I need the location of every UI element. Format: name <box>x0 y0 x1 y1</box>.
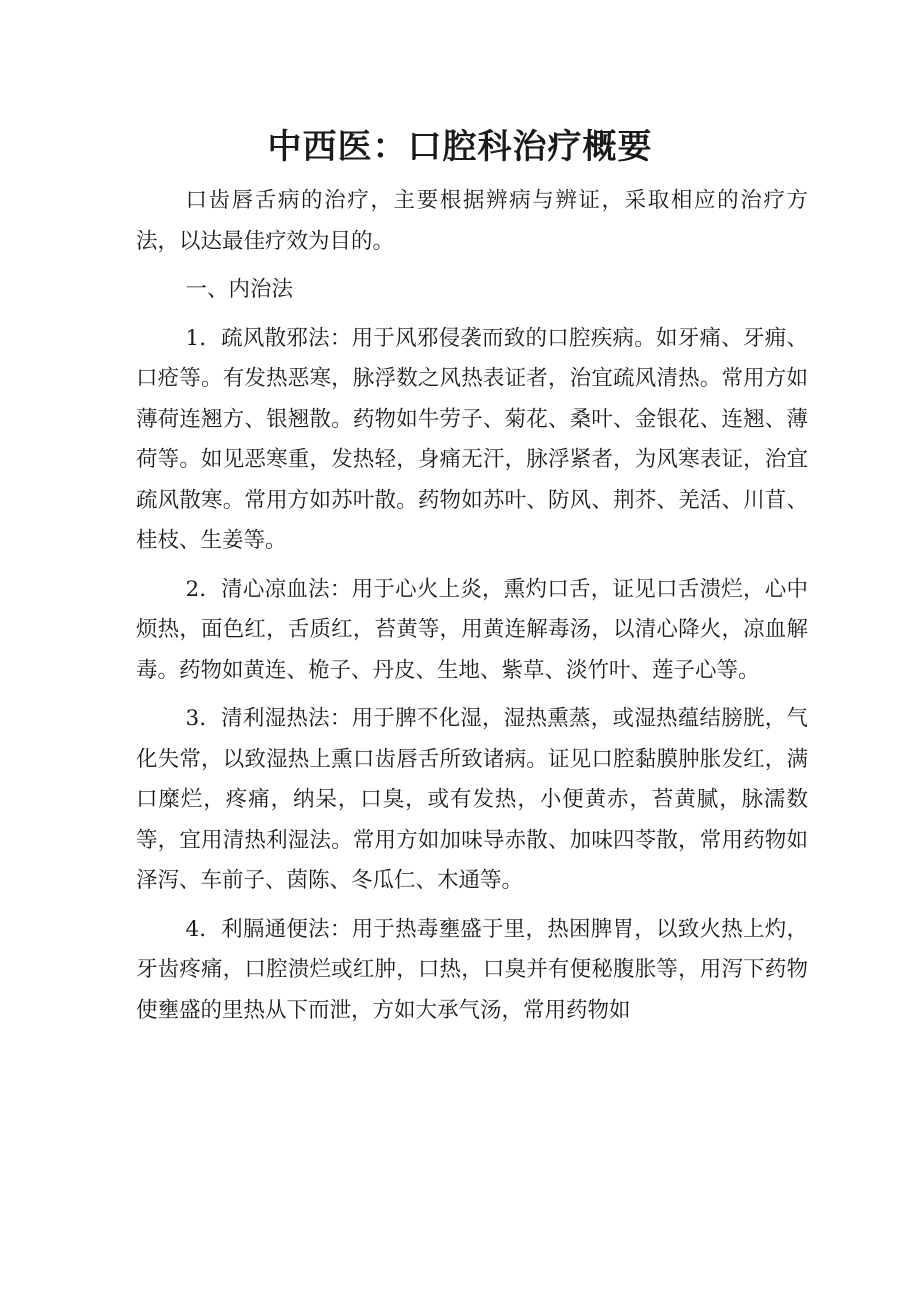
intro-paragraph: 口齿唇舌病的治疗，主要根据辨病与辨证，采取相应的治疗方法，以达最佳疗效为目的。 <box>136 188 808 254</box>
method-paragraph: 3．清利湿热法：用于脾不化湿，湿热熏蒸，或湿热蕴结膀胱，气化失常，以致湿热上熏口齿唇舌所致诸病。证见口腔黏膜肿胀发红，满口糜烂，疼痛，纳呆，口臭，或有发热，小便黄赤，苔黄腻，脉濡数等，宜用清热利湿法。常用方如加味导赤散、加味四苓散，常用药物如泽泻、车前子、茵陈、冬瓜仁、木通等。 <box>136 706 808 893</box>
document-body <box>136 181 808 1039</box>
document-title: 中西医：口腔科治疗概要 <box>267 127 653 167</box>
method-paragraph: 4．利膈通便法：用于热毒壅盛于里，热困脾胃，以致火热上灼，牙齿疼痛，口腔溃烂或红肿，口热，口臭并有便秘腹胀等，用泻下药物使壅盛的里热从下而泄，方如大承气汤，常用药物如 <box>136 916 808 1023</box>
method-paragraph: 1．疏风散邪法：用于风邪侵袭而致的口腔疾病。如牙痛、牙痈、口疮等。有发热恶寒，脉浮数之风热表证者，治宜疏风清热。常用方如薄荷连翘方、银翘散。药物如牛劳子、菊花、桑叶、金银花、连翘、薄荷等。如见恶寒重，发热轻，身痛无汗，脉浮紧者，为风寒表证，治宜疏风散寒。常用方如苏叶散。药物如苏叶、防风、荆芥、羌活、川苜、桂枝、生姜等。 <box>136 325 808 553</box>
method-paragraph: 2．清心凉血法：用于心火上炎，熏灼口舌，证见口舌溃烂，心中烦热，面色红，舌质红，苔黄等，用黄连解毒汤，以清心降火，凉血解毒。药物如黄连、桅子、丹皮、生地、紫草、淡竹叶、莲子心等。 <box>136 576 808 683</box>
section-heading: 一、内治法 <box>185 277 293 302</box>
